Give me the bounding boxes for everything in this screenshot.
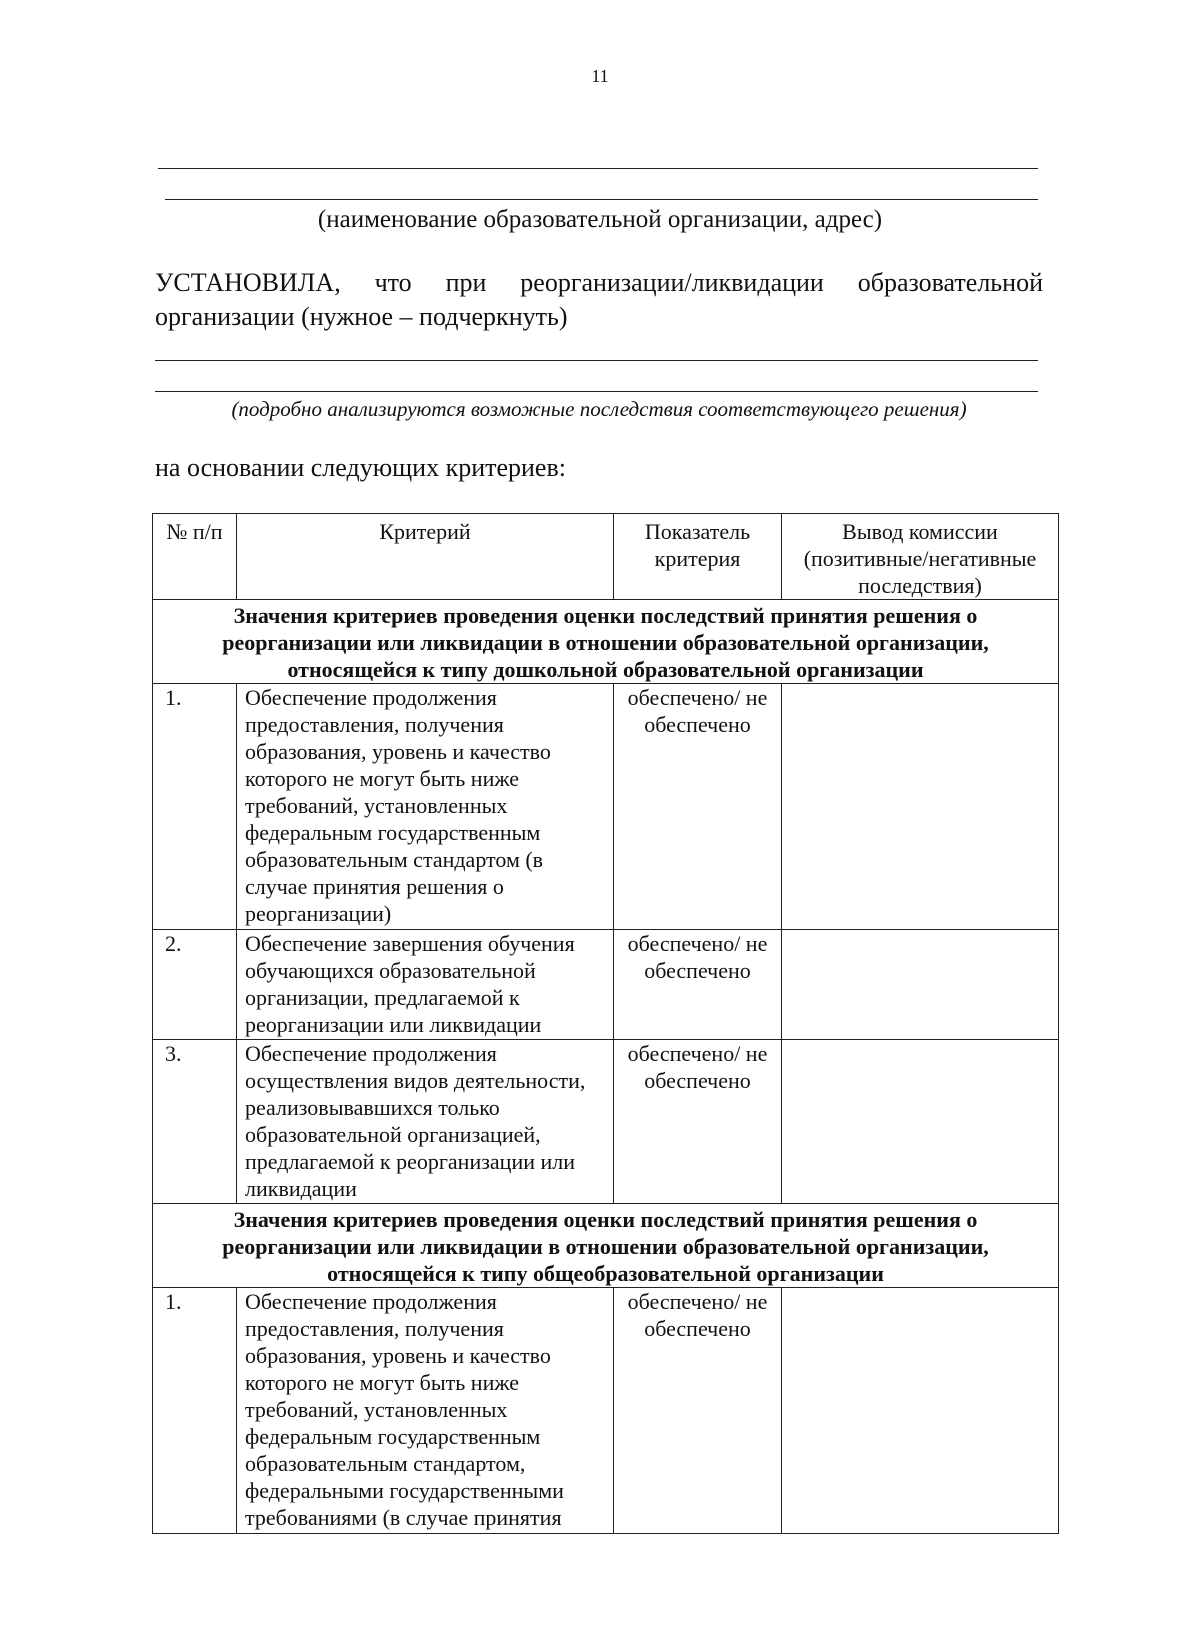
row-criterion: Обеспечение продолжения осуществления видов деятельности, реализовывавшихся только образовательной организацией, предлагаемой к реорганизации или ликвидации (237, 1040, 614, 1204)
row-criterion: Обеспечение завершения обучения обучающихся образовательной организации, предлагаемой к реорганизации или ликвидации (237, 930, 614, 1040)
table-row (153, 930, 1059, 1040)
established-statement: УСТАНОВИЛА, что при реорганизации/ликвидации образовательной организации (нужное – подчеркнуть) (155, 268, 1043, 331)
row-indicator: обеспечено/ не обеспечено (614, 930, 782, 1040)
consequences-line-1 (155, 360, 1038, 361)
row-indicator: обеспечено/ не обеспечено (614, 1288, 782, 1534)
table-row (153, 684, 1059, 930)
page-number: 11 (591, 66, 609, 86)
header-indicator: Показатель критерия (614, 514, 782, 600)
org-name-caption: (наименование образовательной организации, адрес) (317, 206, 883, 233)
table-row (153, 1288, 1059, 1534)
header-conclusion: Вывод комиссии (позитивные/негативные последствия) (782, 514, 1059, 600)
table-row (153, 1040, 1059, 1204)
section-title-general: Значения критериев проведения оценки последствий принятия решения о реорганизации или ликвидации в отношении образовательной организации, относящейся к типу общеобразовательной организации (153, 1204, 1059, 1288)
criteria-table (152, 513, 1059, 1534)
row-conclusion (782, 930, 1059, 1040)
header-criterion: Критерий (237, 514, 614, 600)
row-criterion: Обеспечение продолжения предоставления, получения образования, уровень и качество которого не могут быть ниже требований, установленных федеральным государственным образовательным стандартом (в случае принятия решения о реорганизации) (237, 684, 614, 930)
row-num: 3. (153, 1040, 237, 1204)
row-indicator: обеспечено/ не обеспечено (614, 1040, 782, 1204)
table-header-row (153, 514, 1059, 600)
section-title-preschool: Значения критериев проведения оценки последствий принятия решения о реорганизации или ликвидации в отношении образовательной организации, относящейся к типу дошкольной образовательной организации (153, 600, 1059, 684)
row-conclusion (782, 1040, 1059, 1204)
row-criterion: Обеспечение продолжения предоставления, получения образования, уровень и качество которого не могут быть ниже требований, установленных федеральным государственным образовательным стандартом, федеральными государственными требованиями (в случае принятия (237, 1288, 614, 1534)
criteria-lead-text: на основании следующих критериев: (155, 453, 566, 482)
section-row (153, 1204, 1059, 1288)
row-conclusion (782, 684, 1059, 930)
org-name-line-2 (165, 199, 1038, 200)
row-num: 2. (153, 930, 237, 1040)
row-num: 1. (153, 1288, 237, 1534)
org-name-line-1 (158, 168, 1038, 169)
header-num: № п/п (153, 514, 237, 600)
consequences-note: (подробно анализируются возможные последствия соответствующего решения) (231, 397, 967, 421)
row-num: 1. (153, 684, 237, 930)
row-conclusion (782, 1288, 1059, 1534)
row-indicator: обеспечено/ не обеспечено (614, 684, 782, 930)
consequences-line-2 (155, 391, 1038, 392)
section-row (153, 600, 1059, 684)
